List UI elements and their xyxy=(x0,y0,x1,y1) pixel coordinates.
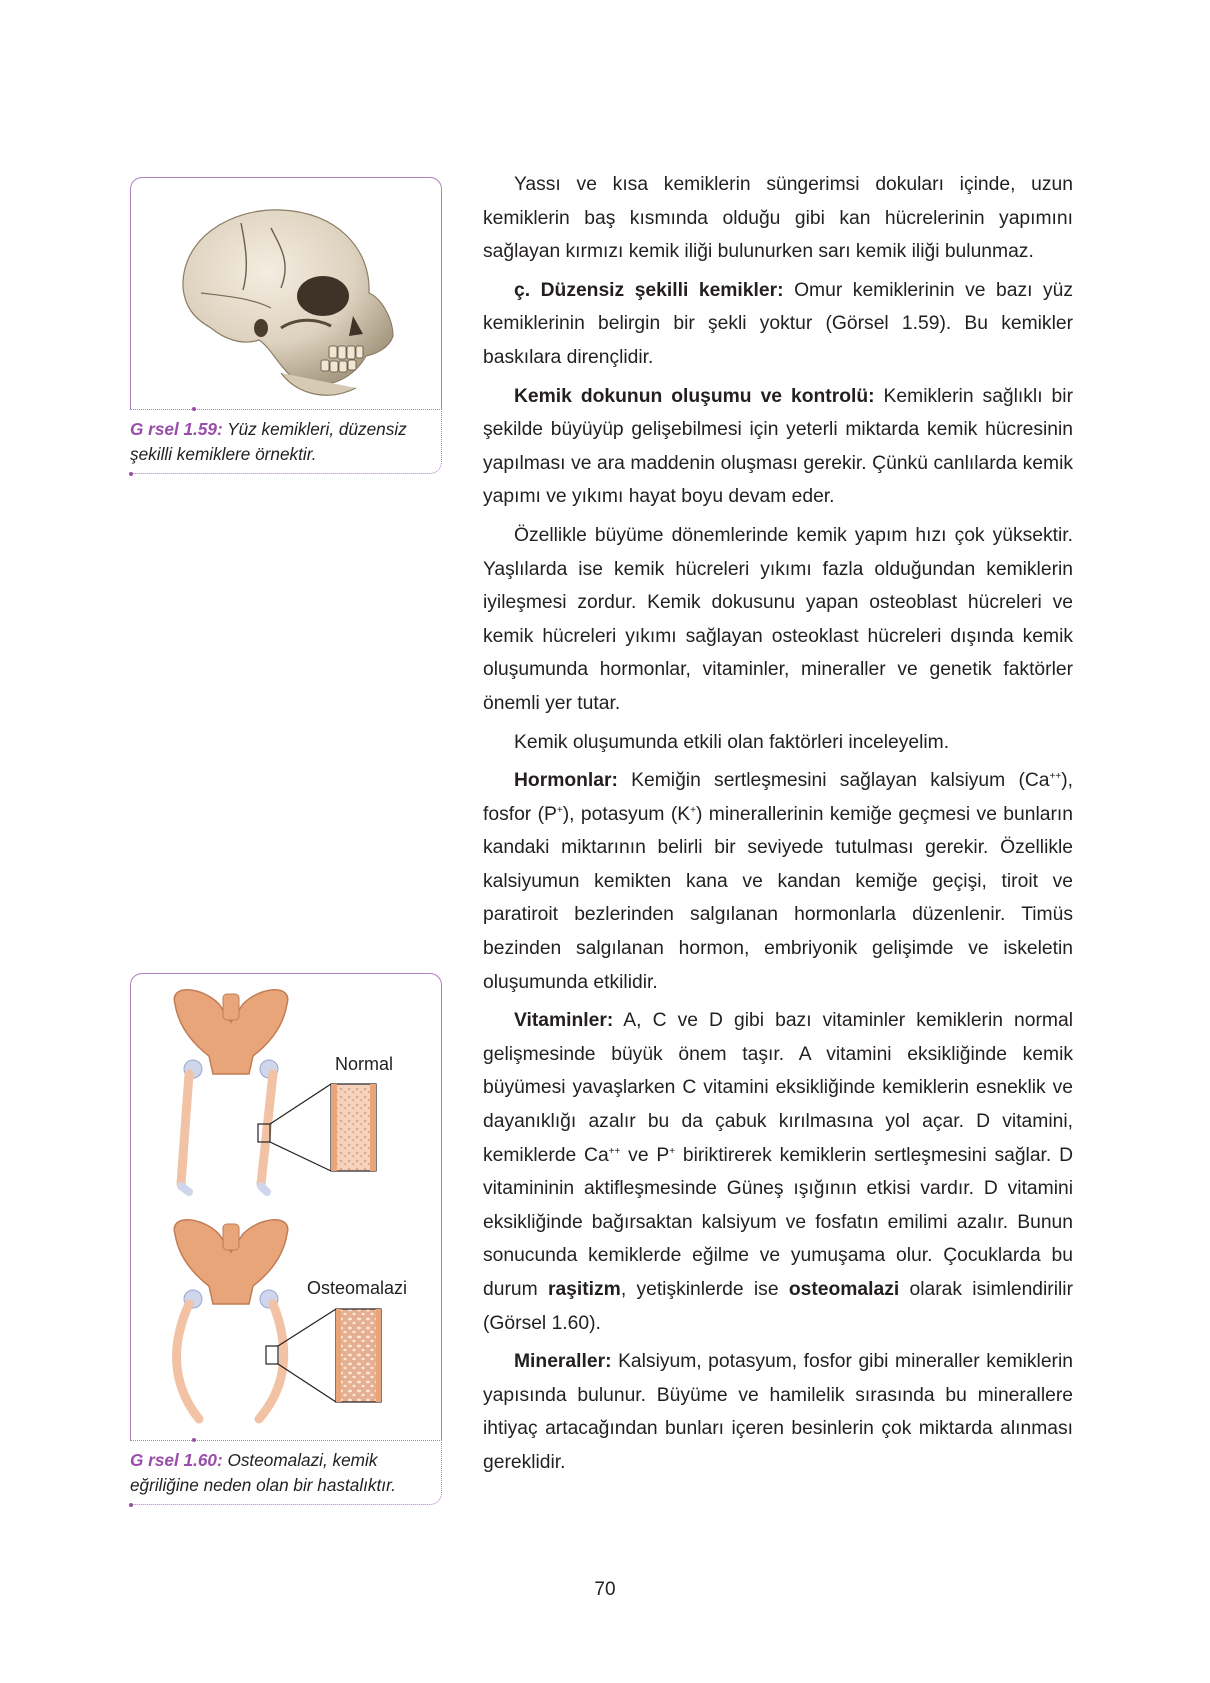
caption-text: Osteomalazi, kemik eğriliğine neden olan bir hastalıktır. xyxy=(130,1450,396,1495)
paragraph-heading: Kemik dokunun oluşumu ve kontrolü: xyxy=(514,385,875,407)
bold-term: osteomalazi xyxy=(788,1279,900,1300)
skull-illustration xyxy=(131,178,441,408)
pelvis-figure-frame xyxy=(130,973,442,1440)
paragraph-heading: Vitaminler: xyxy=(514,1010,614,1032)
paragraph: Hormonlar: Kemiğin sertleşmesini sağlayan kalsiyum (Ca++), fosfor (P+), potasyum (K+) minerallerinin kemiğe geçmesi ve bunların kandaki miktarının belirli bir seviyede tutulması gerekir. Özellikle kalsiyumun kemikten kana ve kandan kemiğe geçişi, tiroit ve paratiroit bezlerinden salgılanan hormonlarla düzenlenir. Timüs bezinden salgılanan hormon, embriyonik gelişimde ve iskeletin oluşumunda etkilidir. xyxy=(483,770,1073,993)
paragraph: Vitaminler: A, C ve D gibi bazı vitaminler kemiklerin normal gelişmesinde büyük önem taşır. A vitamini eksikliğinde kemik büyümesi yavaşlarken C vitamini eksikliğinde kemiklerin esneklik ve dayanıklığı azalır bu da çabuk kırılmasına yol açar. D vitamini, kemiklerde Ca++ ve P+ biriktirerek kemiklerin sertleşmesini sağlar. D vitamininin aktifleşmesinde Güneş ışığının etkisi vardır. D vitamini eksikliğinde bağırsaktan kalsiyum ve fosfatın emilimi azalır. Bunun sonucunda kemiklerde eğilme ve yumuşama olur. Çocuklarda bu durum raşitizm, yetişkinlerde ise osteomalazi olarak isimlendirilir (Görsel 1.60). xyxy=(483,1010,1073,1334)
main-text xyxy=(483,168,1073,1485)
skull-figure-caption xyxy=(130,409,442,474)
paragraph: Kemik dokunun oluşumu ve kontrolü: Kemiklerin sağlıklı bir şekilde büyüyüp gelişebilmesi için yeterli miktarda kemik hücresinin yapılması ve ara maddenin oluşması gerekir. Çünkü canlılarda kemik yapımı ve yıkımı hayat boyu devam eder. xyxy=(483,385,1073,508)
caption-text: Yüz kemikleri, düzensiz şekilli kemiklere örnektir. xyxy=(130,419,407,464)
paragraph: ç. Düzensiz şekilli kemikler: Omur kemiklerinin ve bazı yüz kemiklerinin belirgin bir şekli yoktur (Görsel 1.59). Bu kemikler baskılara dirençlidir. xyxy=(483,279,1074,368)
osteomalazi-pelvis xyxy=(174,1220,381,1419)
paragraph: Kemik oluşumunda etkili olan faktörleri inceleyelim. xyxy=(514,731,950,753)
paragraph: Mineraller: Kalsiyum, potasyum, fosfor gibi mineraller kemiklerin yapısında bulunur. Büyüme ve hamilelik sırasında bu minerallere ihtiyaç artacağından bunları içeren besinlerin çok miktarda alınması gereklidir. xyxy=(483,1351,1073,1473)
caption-label: G rsel 1.59: xyxy=(130,419,223,439)
bold-term: raşitizm xyxy=(547,1279,621,1300)
osteomalazi-label: Osteomalazi xyxy=(307,1278,408,1298)
pelvis-illustration xyxy=(131,974,441,1439)
caption-label: G rsel 1.60: xyxy=(130,1450,223,1470)
normal-label: Normal xyxy=(335,1054,394,1074)
paragraph: Yassı ve kısa kemiklerin süngerimsi dokuları içinde, uzun kemiklerin baş kısmında olduğu gibi kan hücrelerinin yapımını sağlayan kırmızı kemik iliği bulunurken sarı kemik iliği bulunmaz. xyxy=(483,174,1073,263)
paragraph-heading: Mineraller: xyxy=(514,1351,612,1373)
paragraph-heading: ç. Düzensiz şekilli kemikler: xyxy=(514,279,784,301)
paragraph-heading: Hormonlar: xyxy=(514,770,618,792)
normal-pelvis xyxy=(174,990,376,1192)
paragraph: Özellikle büyüme dönemlerinde kemik yapım hızı çok yüksektir. Yaşlılarda ise kemik hücreleri yıkımı fazla olduğundan kemiklerin iyileşmesi zordur. Kemik dokusunu yapan osteoblast hücreleri ve kemik hücreleri yıkımı sağlayan osteoklast hücreleri dışında kemik oluşumunda hormonlar, vitaminler, mineraller ve genetik faktörler önemli yer tutar. xyxy=(483,524,1073,714)
skull-figure-frame xyxy=(130,177,442,409)
pelvis-figure-caption xyxy=(130,1440,442,1505)
page-number: 70 xyxy=(594,1579,616,1600)
